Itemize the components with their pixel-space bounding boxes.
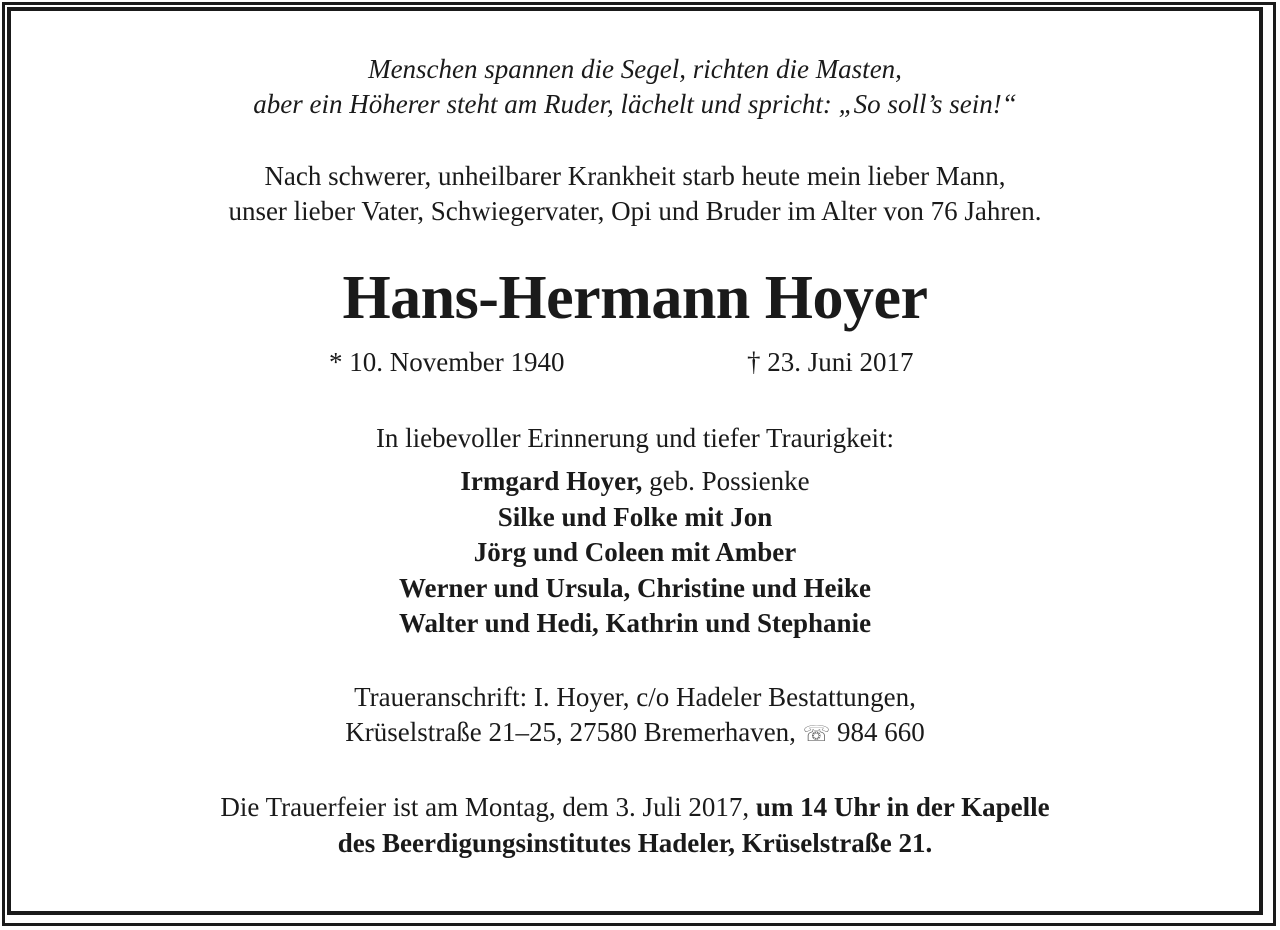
funeral-time-place: um 14 Uhr in der Kapelle (755, 792, 1050, 822)
life-dates (11, 345, 1259, 379)
telephone-icon: ☏ (802, 722, 831, 747)
obituary-notice (7, 7, 1263, 915)
mourner-line: Walter und Hedi, Kathrin und Stephanie (398, 608, 872, 638)
death-date: † 23. Juni 2017 (747, 347, 914, 377)
first-mourner (11, 464, 1259, 498)
first-mourner-maiden-name: geb. Possienke (642, 466, 810, 496)
mourner-line: Jörg und Coleen mit Amber (473, 537, 797, 567)
mourner-line: Silke und Folke mit Jon (497, 502, 773, 532)
address-line-2 (11, 715, 1259, 752)
remembrance-intro: In liebevoller Erinnerung und tiefer Traurigkeit: (375, 423, 895, 453)
funeral-date: Die Trauerfeier ist am Montag, dem 3. Juli 2017, (220, 792, 756, 822)
motto-line-1: Menschen spannen die Segel, richten die Masten, (368, 54, 902, 84)
funeral-line-2: des Beerdigungsinstitutes Hadeler, Krüselstraße 21. (337, 828, 933, 858)
mourner-line: Werner und Ursula, Christine und Heike (398, 573, 872, 603)
address-line-1: Traueranschrift: I. Hoyer, c/o Hadeler Bestattungen, (354, 682, 916, 712)
first-mourner-name: Irmgard Hoyer, (460, 466, 643, 496)
funeral-line-1 (11, 790, 1259, 824)
phone-number: 984 660 (830, 717, 925, 747)
birth-date: * 10. November 1940 (329, 347, 565, 377)
motto-line-2: aber ein Höherer steht am Ruder, lächelt und spricht: „So soll’s sein!“ (253, 89, 1017, 119)
deceased-name: Hans-Hermann Hoyer (342, 264, 928, 332)
address-street-city: Krüselstraße 21–25, 27580 Bremerhaven, (345, 717, 803, 747)
announcement-line-2: unser lieber Vater, Schwiegervater, Opi und Bruder im Alter von 76 Jahren. (228, 196, 1042, 226)
announcement-line-1: Nach schwerer, unheilbarer Krankheit starb heute mein lieber Mann, (264, 161, 1006, 191)
